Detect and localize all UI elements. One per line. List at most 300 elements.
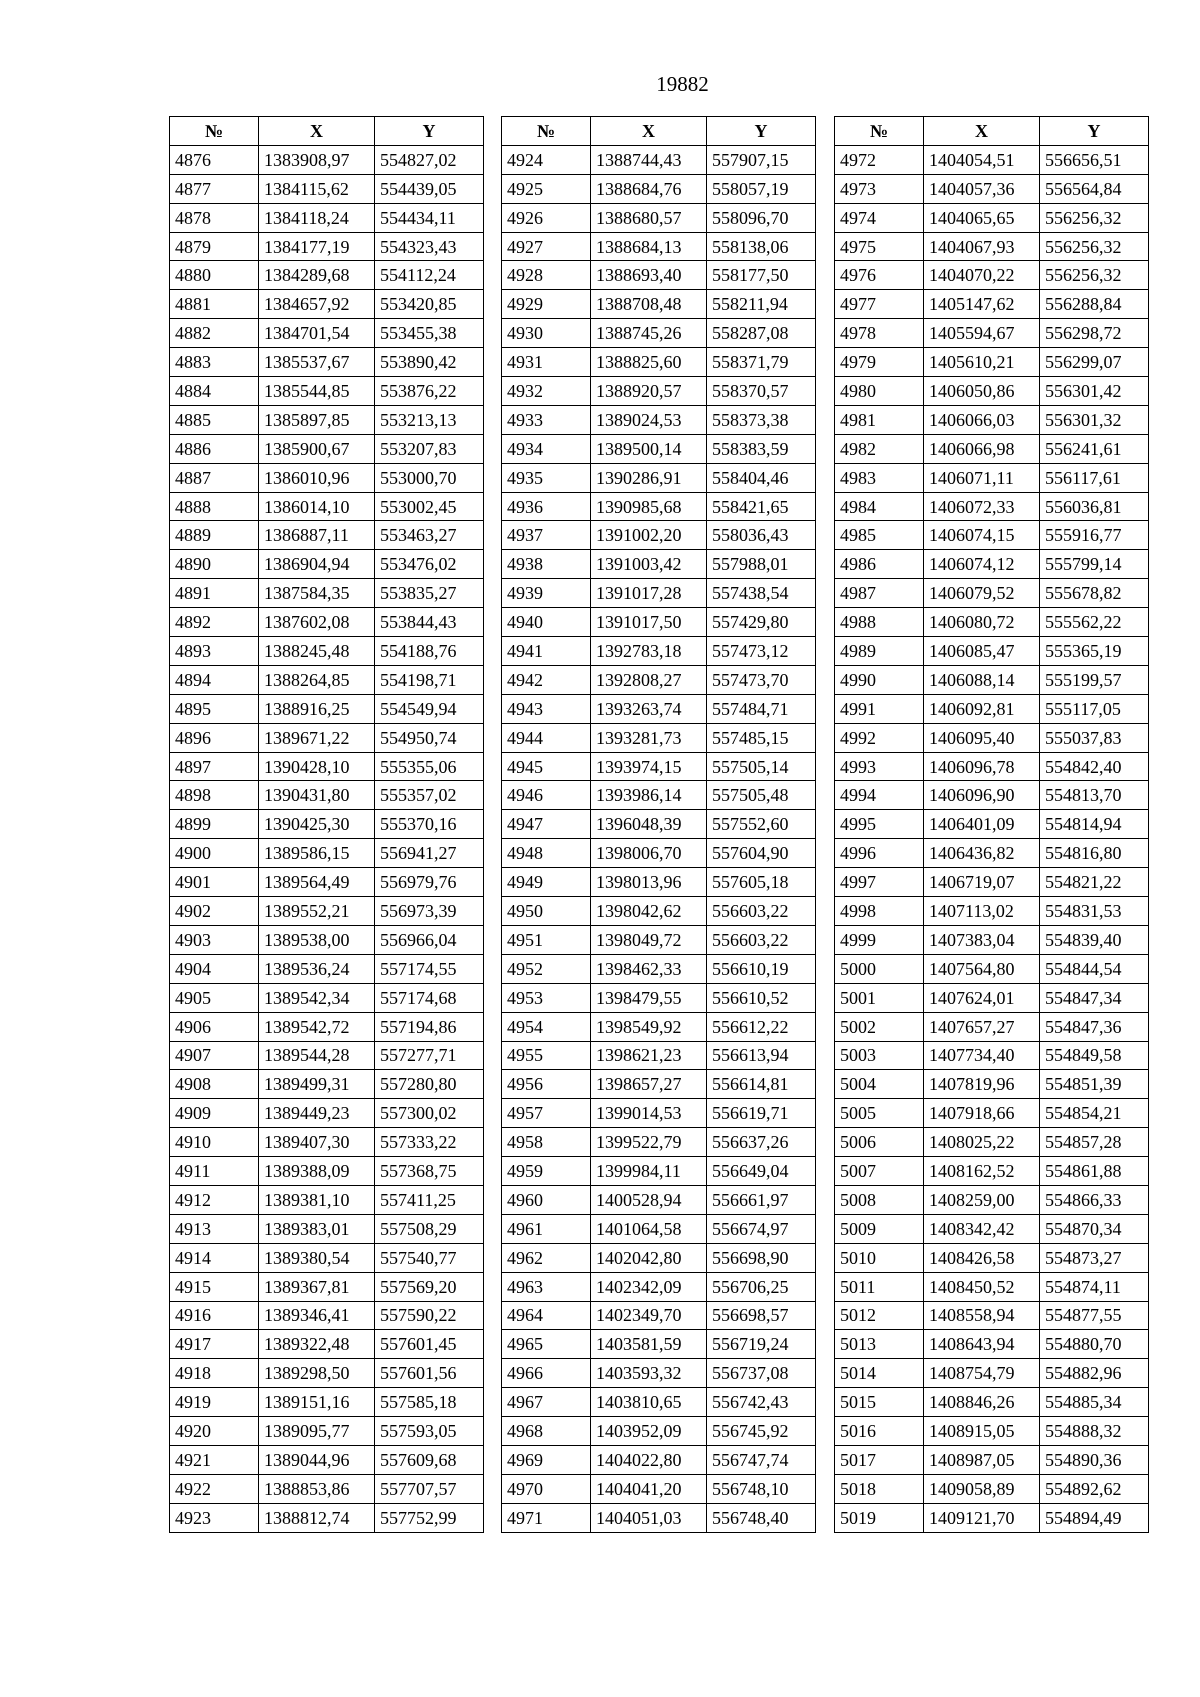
cell-y: 554827,02 [375,145,484,174]
cell-x: 1398006,70 [591,839,707,868]
table-row [170,203,484,232]
cell-number: 4959 [502,1157,591,1186]
cell-x: 1389542,34 [259,983,375,1012]
table-row [835,261,1149,290]
table-row [502,1157,816,1186]
table-row [170,463,484,492]
table-row [170,1243,484,1272]
cell-y: 554439,05 [375,174,484,203]
table-row [502,1474,816,1503]
coordinates-table-1 [169,116,484,1533]
cell-y: 554839,40 [1040,925,1149,954]
table-row [502,868,816,897]
cell-y: 556603,22 [707,925,816,954]
cell-y: 558138,06 [707,232,816,261]
cell-number: 5008 [835,1185,924,1214]
table-row [835,781,1149,810]
cell-number: 4988 [835,608,924,637]
cell-number: 4940 [502,608,591,637]
cell-number: 4954 [502,1012,591,1041]
cell-x: 1406071,11 [924,463,1040,492]
table-row [835,521,1149,550]
cell-x: 1389367,81 [259,1272,375,1301]
table-row [170,723,484,752]
cell-number: 4995 [835,810,924,839]
cell-number: 5006 [835,1128,924,1157]
cell-y: 554112,24 [375,261,484,290]
cell-number: 5012 [835,1301,924,1330]
table-row [502,550,816,579]
cell-number: 4899 [170,810,259,839]
cell-y: 553207,83 [375,434,484,463]
cell-y: 558287,08 [707,319,816,348]
cell-x: 1396048,39 [591,810,707,839]
cell-number: 4947 [502,810,591,839]
table-row [502,492,816,521]
cell-number: 4978 [835,319,924,348]
cell-x: 1406096,78 [924,752,1040,781]
table-row [170,232,484,261]
cell-x: 1386887,11 [259,521,375,550]
cell-x: 1408987,05 [924,1445,1040,1474]
table-row [835,1359,1149,1388]
cell-y: 553890,42 [375,348,484,377]
cell-number: 4997 [835,868,924,897]
cell-y: 557438,54 [707,579,816,608]
table-row [835,319,1149,348]
table-row [835,377,1149,406]
cell-x: 1405147,62 [924,290,1040,319]
cell-y: 553463,27 [375,521,484,550]
table-row [170,1099,484,1128]
table-row [835,723,1149,752]
cell-number: 4888 [170,492,259,521]
cell-y: 558373,38 [707,405,816,434]
cell-number: 4932 [502,377,591,406]
cell-y: 554813,70 [1040,781,1149,810]
table-row [170,983,484,1012]
cell-x: 1389383,01 [259,1214,375,1243]
table-row [502,1041,816,1070]
cell-y: 554847,34 [1040,983,1149,1012]
cell-number: 4911 [170,1157,259,1186]
cell-x: 1389151,16 [259,1388,375,1417]
table-row [170,839,484,868]
cell-y: 557590,22 [375,1301,484,1330]
cell-number: 4943 [502,694,591,723]
table-row [502,1099,816,1128]
cell-number: 4883 [170,348,259,377]
cell-number: 4893 [170,637,259,666]
cell-x: 1406401,09 [924,810,1040,839]
cell-number: 4927 [502,232,591,261]
cell-y: 556614,81 [707,1070,816,1099]
cell-number: 4900 [170,839,259,868]
cell-x: 1407734,40 [924,1041,1040,1070]
cell-y: 558057,19 [707,174,816,203]
cell-y: 556637,26 [707,1128,816,1157]
cell-x: 1388680,57 [591,203,707,232]
cell-x: 1388684,76 [591,174,707,203]
table-row [835,1417,1149,1446]
cell-number: 4910 [170,1128,259,1157]
table-row [835,1012,1149,1041]
table-row [170,550,484,579]
cell-y: 555799,14 [1040,550,1149,579]
table-row [502,377,816,406]
cell-number: 5001 [835,983,924,1012]
table-row [835,868,1149,897]
cell-x: 1390431,80 [259,781,375,810]
cell-number: 4986 [835,550,924,579]
table-row [170,868,484,897]
cell-number: 4907 [170,1041,259,1070]
cell-x: 1398013,96 [591,868,707,897]
cell-x: 1384115,62 [259,174,375,203]
table-row [835,810,1149,839]
cell-number: 4994 [835,781,924,810]
table-row [835,1445,1149,1474]
cell-number: 4885 [170,405,259,434]
cell-x: 1388745,26 [591,319,707,348]
table-row [835,579,1149,608]
cell-x: 1389500,14 [591,434,707,463]
table-row [502,261,816,290]
cell-y: 556603,22 [707,897,816,926]
cell-y: 554888,32 [1040,1417,1149,1446]
cell-number: 5007 [835,1157,924,1186]
cell-y: 557707,57 [375,1474,484,1503]
table-row [502,434,816,463]
cell-number: 4882 [170,319,259,348]
cell-y: 553876,22 [375,377,484,406]
cell-number: 5019 [835,1503,924,1532]
cell-y: 555355,06 [375,752,484,781]
table-row [502,637,816,666]
table-row [502,463,816,492]
cell-number: 4962 [502,1243,591,1272]
cell-number: 4916 [170,1301,259,1330]
cell-y: 556698,57 [707,1301,816,1330]
cell-y: 557473,70 [707,665,816,694]
table-row [170,1359,484,1388]
cell-x: 1388853,86 [259,1474,375,1503]
cell-y: 556941,27 [375,839,484,868]
cell-number: 4958 [502,1128,591,1157]
table-row [502,665,816,694]
table-row [170,1041,484,1070]
cell-number: 4976 [835,261,924,290]
cell-x: 1391003,42 [591,550,707,579]
cell-x: 1389346,41 [259,1301,375,1330]
cell-y: 554198,71 [375,665,484,694]
table-row [835,1070,1149,1099]
table-row [502,839,816,868]
cell-y: 556656,51 [1040,145,1149,174]
cell-number: 4919 [170,1388,259,1417]
cell-number: 4998 [835,897,924,926]
cell-y: 557411,25 [375,1185,484,1214]
table-row [170,1474,484,1503]
cell-x: 1391017,50 [591,608,707,637]
cell-y: 553455,38 [375,319,484,348]
cell-number: 4965 [502,1330,591,1359]
cell-y: 554950,74 [375,723,484,752]
table-row [502,1272,816,1301]
cell-y: 556619,71 [707,1099,816,1128]
cell-x: 1404041,20 [591,1474,707,1503]
cell-y: 556698,90 [707,1243,816,1272]
cell-number: 4967 [502,1388,591,1417]
cell-number: 4897 [170,752,259,781]
cell-y: 557604,90 [707,839,816,868]
cell-x: 1389044,96 [259,1445,375,1474]
cell-number: 5002 [835,1012,924,1041]
cell-x: 1398049,72 [591,925,707,954]
cell-y: 558421,65 [707,492,816,521]
cell-x: 1389024,53 [591,405,707,434]
cell-x: 1388920,57 [591,377,707,406]
table-row [835,1243,1149,1272]
cell-y: 554861,88 [1040,1157,1149,1186]
cell-x: 1407819,96 [924,1070,1040,1099]
cell-x: 1400528,94 [591,1185,707,1214]
table-row [835,174,1149,203]
cell-number: 4889 [170,521,259,550]
cell-number: 4948 [502,839,591,868]
cell-y: 553002,45 [375,492,484,521]
cell-y: 554323,43 [375,232,484,261]
cell-number: 5010 [835,1243,924,1272]
cell-y: 556979,76 [375,868,484,897]
table-row [835,1185,1149,1214]
cell-x: 1386904,94 [259,550,375,579]
table-row [170,608,484,637]
cell-number: 5017 [835,1445,924,1474]
cell-y: 554549,94 [375,694,484,723]
cell-x: 1407564,80 [924,954,1040,983]
table-row [502,319,816,348]
header-number: № [502,117,591,146]
cell-y: 557368,75 [375,1157,484,1186]
table-row [170,319,484,348]
table-row [835,1388,1149,1417]
cell-y: 553844,43 [375,608,484,637]
cell-number: 4980 [835,377,924,406]
cell-number: 4961 [502,1214,591,1243]
cell-y: 556298,72 [1040,319,1149,348]
table-row [502,290,816,319]
cell-number: 4951 [502,925,591,954]
table-header-row [170,117,484,146]
cell-number: 4960 [502,1185,591,1214]
header-y: Y [1040,117,1149,146]
cell-y: 554892,62 [1040,1474,1149,1503]
cell-x: 1407918,66 [924,1099,1040,1128]
cell-y: 556117,61 [1040,463,1149,492]
cell-x: 1386010,96 [259,463,375,492]
cell-y: 554821,22 [1040,868,1149,897]
cell-x: 1391002,20 [591,521,707,550]
table-row [835,550,1149,579]
header-y: Y [707,117,816,146]
table-row [170,810,484,839]
cell-x: 1389564,49 [259,868,375,897]
cell-x: 1392808,27 [591,665,707,694]
cell-number: 4946 [502,781,591,810]
cell-number: 4937 [502,521,591,550]
table-row [835,925,1149,954]
cell-number: 4880 [170,261,259,290]
cell-x: 1386014,10 [259,492,375,521]
cell-x: 1408846,26 [924,1388,1040,1417]
cell-x: 1398657,27 [591,1070,707,1099]
table-body [170,145,484,1532]
cell-number: 4953 [502,983,591,1012]
cell-number: 4918 [170,1359,259,1388]
cell-y: 557277,71 [375,1041,484,1070]
cell-number: 4879 [170,232,259,261]
table-row [502,954,816,983]
table-row [502,1417,816,1446]
cell-x: 1402342,09 [591,1272,707,1301]
cell-y: 557485,15 [707,723,816,752]
table-row [170,665,484,694]
coordinates-table-2 [501,116,816,1533]
cell-y: 556742,43 [707,1388,816,1417]
cell-y: 553420,85 [375,290,484,319]
cell-y: 557194,86 [375,1012,484,1041]
cell-number: 5014 [835,1359,924,1388]
cell-x: 1389586,15 [259,839,375,868]
table-row [170,1214,484,1243]
table-row [502,723,816,752]
cell-number: 4945 [502,752,591,781]
table-row [502,781,816,810]
table-body [502,145,816,1532]
cell-y: 557333,22 [375,1128,484,1157]
table-row [835,405,1149,434]
cell-y: 555370,16 [375,810,484,839]
cell-x: 1403810,65 [591,1388,707,1417]
table-row [502,810,816,839]
cell-x: 1384177,19 [259,232,375,261]
cell-x: 1409058,89 [924,1474,1040,1503]
cell-number: 4923 [170,1503,259,1532]
cell-y: 555199,57 [1040,665,1149,694]
cell-y: 554816,80 [1040,839,1149,868]
cell-x: 1404051,03 [591,1503,707,1532]
cell-y: 557505,48 [707,781,816,810]
cell-y: 557429,80 [707,608,816,637]
table-row [502,983,816,1012]
cell-y: 556301,32 [1040,405,1149,434]
table-row [170,174,484,203]
cell-x: 1390425,30 [259,810,375,839]
cell-x: 1389552,21 [259,897,375,926]
cell-number: 4979 [835,348,924,377]
table-header-row [835,117,1149,146]
table-body [835,145,1149,1532]
table-row [170,781,484,810]
cell-y: 558404,46 [707,463,816,492]
table-row [835,839,1149,868]
cell-number: 4992 [835,723,924,752]
cell-number: 4886 [170,434,259,463]
cell-x: 1385544,85 [259,377,375,406]
cell-number: 4895 [170,694,259,723]
cell-number: 4956 [502,1070,591,1099]
cell-y: 554874,11 [1040,1272,1149,1301]
table-row [835,897,1149,926]
cell-number: 5005 [835,1099,924,1128]
cell-number: 4921 [170,1445,259,1474]
cell-x: 1399522,79 [591,1128,707,1157]
cell-x: 1406092,81 [924,694,1040,723]
table-row [170,405,484,434]
cell-y: 556301,42 [1040,377,1149,406]
table-row [835,492,1149,521]
cell-y: 556747,74 [707,1445,816,1474]
table-row [835,1301,1149,1330]
table-row [502,405,816,434]
cell-x: 1384289,68 [259,261,375,290]
table-row [835,1128,1149,1157]
cell-y: 557552,60 [707,810,816,839]
table-row [502,1388,816,1417]
cell-x: 1389380,54 [259,1243,375,1272]
cell-number: 4964 [502,1301,591,1330]
cell-x: 1398479,55 [591,983,707,1012]
cell-number: 4936 [502,492,591,521]
cell-x: 1389499,31 [259,1070,375,1099]
cell-x: 1388744,43 [591,145,707,174]
cell-number: 5003 [835,1041,924,1070]
cell-number: 4877 [170,174,259,203]
table-row [835,290,1149,319]
cell-y: 556256,32 [1040,232,1149,261]
cell-y: 556610,19 [707,954,816,983]
cell-x: 1390286,91 [591,463,707,492]
cell-number: 4894 [170,665,259,694]
table-row [502,203,816,232]
table-row [835,954,1149,983]
table-row [835,1041,1149,1070]
table-row [502,1070,816,1099]
cell-number: 4968 [502,1417,591,1446]
table-row [170,925,484,954]
cell-y: 556299,07 [1040,348,1149,377]
table-row [835,665,1149,694]
cell-y: 554873,27 [1040,1243,1149,1272]
cell-y: 558036,43 [707,521,816,550]
cell-y: 557280,80 [375,1070,484,1099]
cell-number: 4952 [502,954,591,983]
cell-y: 557609,68 [375,1445,484,1474]
cell-y: 557988,01 [707,550,816,579]
table-row [502,608,816,637]
table-row [835,752,1149,781]
cell-number: 4934 [502,434,591,463]
header-x: X [591,117,707,146]
cell-number: 4977 [835,290,924,319]
cell-x: 1384657,92 [259,290,375,319]
cell-number: 5018 [835,1474,924,1503]
cell-y: 556966,04 [375,925,484,954]
cell-x: 1389322,48 [259,1330,375,1359]
cell-x: 1407624,01 [924,983,1040,1012]
header-number: № [835,117,924,146]
